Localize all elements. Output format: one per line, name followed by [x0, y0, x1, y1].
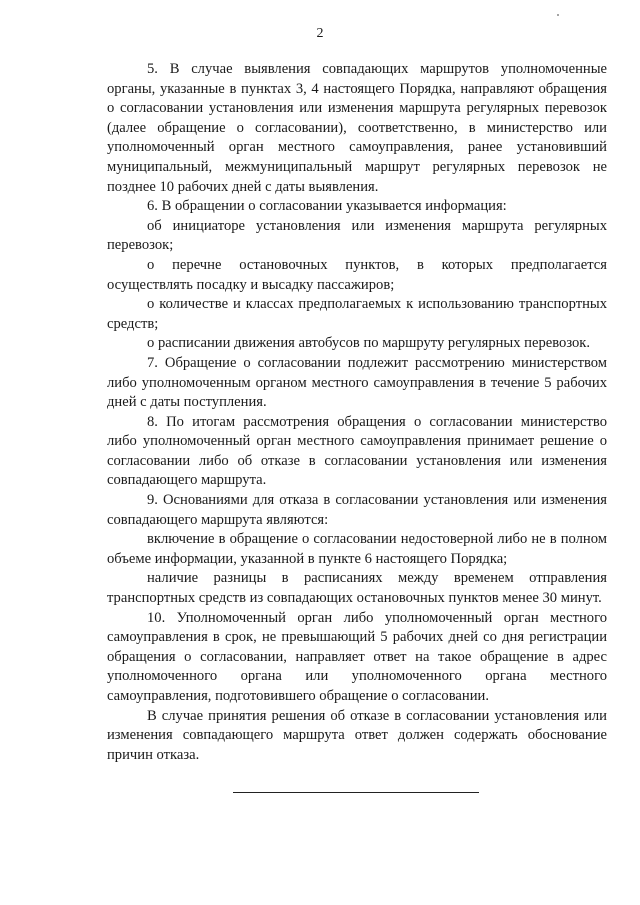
page-number: 2 — [316, 26, 324, 41]
paragraph-5: 5. В случае выявления совпадающих маршрутов уполномоченные органы, указанные в пунктах 3, 4 настоящего Порядка, направляют обращения о согласовании установления или изменения маршрута регулярных перевозок (далее обращение о согласовании), соответственно, в министерство или уполномоченный орган местного самоуправления, ранее установивший муниципальный, межмуниципальный маршрут регулярных перевозок не позднее 10 рабочих дней с даты выявления. — [107, 61, 607, 195]
document-body — [107, 60, 607, 765]
paragraph-6-item-initiator: об инициаторе установления или изменения маршрута регулярных перевозок; — [107, 217, 607, 254]
end-separator-line — [233, 792, 479, 793]
paragraph-9-item-schedule-gap: наличие разницы в расписаниях между временем отправления транспортных средств из совпадающих остановочных пунктов менее 30 минут. — [107, 570, 607, 607]
paragraph-7: 7. Обращение о согласовании подлежит рассмотрению министерством либо уполномоченным органом местного самоуправления в течение 5 рабочих дней с даты поступления. — [107, 354, 607, 411]
paragraph-6-item-vehicles: о количестве и классах предполагаемых к использованию транспортных средств; — [107, 296, 607, 332]
paragraph-6-item-schedule: о расписании движения автобусов по маршруту регулярных перевозок. — [147, 335, 591, 352]
paragraph-10: 10. Уполномоченный орган либо уполномоченный орган местного самоуправления в срок, не превышающий 5 рабочих дней со дня регистрации обращения о согласовании, направляет ответ на такое обращение в адрес уполномоченного органа или уполномоченного органа местного самоуправления, подготовившего обращение о согласовании. — [107, 609, 607, 704]
scan-speck — [557, 14, 559, 16]
paragraph-6-item-stops: о перечне остановочных пунктов, в которых предполагается осуществлять посадку и высадку пассажиров; — [107, 256, 607, 293]
paragraph-6: 6. В обращении о согласовании указывается информация: — [147, 198, 507, 215]
paragraph-9-item-incomplete-info: включение в обращение о согласовании недостоверной либо не в полном объеме информации, указанной в пункте 6 настоящего Порядка; — [107, 531, 607, 567]
paragraph-refusal: В случае принятия решения об отказе в согласовании установления или изменения совпадающего маршрута ответ должен содержать обоснование причин отказа. — [107, 707, 607, 763]
paragraph-9: 9. Основаниями для отказа в согласовании установления или изменения совпадающего маршрута являются: — [107, 492, 607, 528]
paragraph-8: 8. По итогам рассмотрения обращения о согласовании министерство либо уполномоченный орган местного самоуправления принимает решение о согласовании либо об отказе в согласовании установления или изменения совпадающего маршрута. — [107, 413, 607, 489]
